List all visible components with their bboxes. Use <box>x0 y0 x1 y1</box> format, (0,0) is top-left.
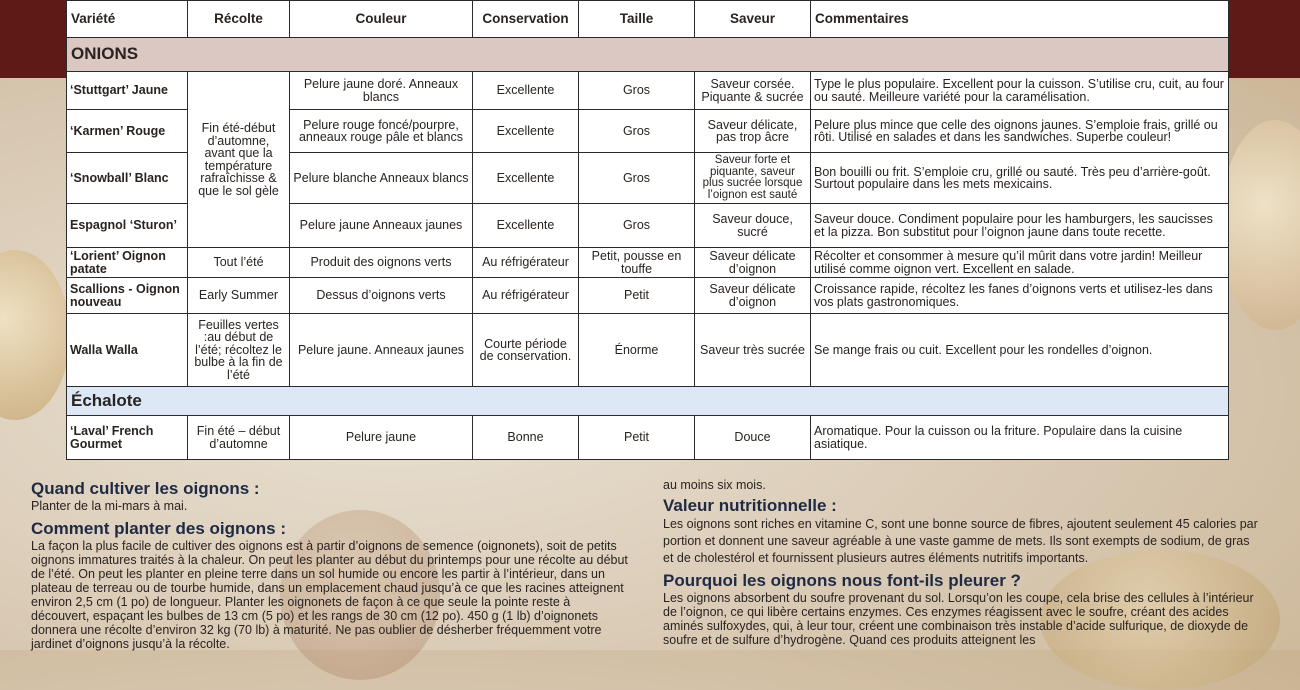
cell-couleur: Produit des oignons verts <box>290 248 473 278</box>
cell-conservation: Excellente <box>473 110 579 153</box>
cell-saveur: Saveur corsée. Piquante & sucrée <box>695 72 811 110</box>
cell-taille: Gros <box>579 204 695 248</box>
table-row <box>67 248 1229 278</box>
cell-saveur: Saveur délicate d’oignon <box>695 248 811 278</box>
cell-commentaires: Croissance rapide, récoltez les fanes d’oignons verts et utilisez-les dans vos plats gastronomiques. <box>811 278 1229 314</box>
cell-recolte: Early Summer <box>188 278 290 314</box>
cell-saveur: Saveur forte et piquante, saveur plus sucrée lorsque l’oignon est sauté <box>695 153 811 204</box>
cell-conservation: Courte période de conservation. <box>473 314 579 387</box>
heading-why-cry: Pourquoi les oignons nous font-ils pleurer ? <box>663 571 1021 590</box>
header-commentaires: Commentaires <box>811 1 1229 38</box>
cell-variete: Espagnol ‘Sturon’ <box>67 204 188 248</box>
cell-saveur: Saveur douce, sucré <box>695 204 811 248</box>
onion-decoration-left <box>0 250 70 420</box>
cell-saveur: Saveur très sucrée <box>695 314 811 387</box>
cell-conservation: Au réfrigérateur <box>473 278 579 314</box>
cell-saveur: Douce <box>695 416 811 460</box>
cell-saveur: Saveur délicate, pas trop âcre <box>695 110 811 153</box>
paragraph-nutrition: Les oignons sont riches en vitamine C, sont une bonne source de fibres, ajoutent seulement 45 calories par portion et donnent une saveur agréable à une vaste gamme de mets. Ils sont exempts de sodium, de gras et de cholestérol et fournissent plusieurs autres éléments nutritifs importants. <box>663 517 1258 565</box>
section-row-onions <box>67 38 1229 72</box>
cell-recolte-shared: Fin été-début d’automne, avant que la température rafraîchisse & que le sol gèle <box>188 72 290 248</box>
table-row <box>67 416 1229 460</box>
section-title-echalote: Échalote <box>67 387 1229 416</box>
table-row <box>67 72 1229 110</box>
cell-commentaires: Type le plus populaire. Excellent pour la cuisson. S’utilise cru, cuit, au four ou sauté. Meilleure variété pour la caramélisation. <box>811 72 1229 110</box>
cell-taille: Énorme <box>579 314 695 387</box>
section-row-echalote <box>67 387 1229 416</box>
cell-commentaires: Se mange frais ou cuit. Excellent pour les rondelles d’oignon. <box>811 314 1229 387</box>
cell-couleur: Pelure jaune. Anneaux jaunes <box>290 314 473 387</box>
cell-taille: Gros <box>579 72 695 110</box>
table-header-row <box>67 1 1229 38</box>
heading-when-to-grow: Quand cultiver les oignons : <box>31 479 260 498</box>
header-variete: Variété <box>67 1 188 38</box>
header-couleur: Couleur <box>290 1 473 38</box>
table-row <box>67 278 1229 314</box>
paragraph-continued: au moins six mois. <box>663 478 766 492</box>
paragraph-why-cry: Les oignons absorbent du soufre provenant du sol. Lorsqu’on les coupe, cela brise des cellules à l’intérieur de l’oignon, ce qui libère certains enzymes. Ces enzymes réagissent avec le soufre, créant des acides aminés sulfoxydes, qui, à leur tour, créent une combinaison très instable d’acide sulfurique, de dioxyde de soufre et de sulfure d’hydrogène. Quand ces produits atteignent les <box>663 591 1254 647</box>
paragraph-how-to-plant: La façon la plus facile de cultiver des oignons est à partir d’oignons de semence (oignonets), soit de petits oignons immatures traités à la chaleur. On peut les planter au début du printemps pour une récolte au début de l’été. On peut les planter en pleine terre dans un sol humide ou encore les partir à l’intérieur, dans un plateau de terreau ou de tourbe humide, dans un emplacement chaud jusqu’à ce que les racines atteignent environ 2,5 cm (1 po) de longueur. Planter les oignonets de façon à ce que seule la pointe reste à découvert, espaçant les bulbes de 13 cm (5 po) et les rangs de 30 cm (12 po). 450 g (1 lb) d’oignonets donnera une récolte d’environ 32 kg (70 lb) à maturité. Ne pas oublier de désherber fréquemment votre jardinet d’oignons jusqu’à la récolte. <box>31 539 628 651</box>
cell-conservation: Excellente <box>473 204 579 248</box>
cell-commentaires: Récolter et consommer à mesure qu’il mûrit dans votre jardin! Meilleur utilisé comme oignon vert. Excellent en salade. <box>811 248 1229 278</box>
header-taille: Taille <box>579 1 695 38</box>
cell-commentaires: Pelure plus mince que celle des oignons jaunes. S’emploie frais, grillé ou rôti. Utilisé en salades et dans les sandwiches. Superbe couleur! <box>811 110 1229 153</box>
cell-variete: ‘Stuttgart’ Jaune <box>67 72 188 110</box>
cell-commentaires: Aromatique. Pour la cuisson ou la friture. Populaire dans la cuisine asiatique. <box>811 416 1229 460</box>
cell-variete: Scallions - Oignon nouveau <box>67 278 188 314</box>
onion-varieties-table <box>66 0 1229 460</box>
onion-varieties-table-wrapper <box>66 0 1228 460</box>
cell-couleur: Pelure jaune Anneaux jaunes <box>290 204 473 248</box>
cell-commentaires: Bon bouilli ou frit. S’emploie cru, grillé ou sauté. Très peu d’arrière-goût. Surtout populaire dans les mets mexicains. <box>811 153 1229 204</box>
cell-taille: Petit, pousse en touffe <box>579 248 695 278</box>
cell-taille: Petit <box>579 278 695 314</box>
heading-how-to-plant: Comment planter des oignons : <box>31 519 287 538</box>
cell-couleur: Pelure jaune doré. Anneaux blancs <box>290 72 473 110</box>
cell-recolte: Fin été – début d’automne <box>188 416 290 460</box>
cell-variete: ‘Karmen’ Rouge <box>67 110 188 153</box>
cell-variete: ‘Laval’ French Gourmet <box>67 416 188 460</box>
cell-recolte: Feuilles vertes :au début de l’été; récoltez le bulbe à la fin de l’été <box>188 314 290 387</box>
cell-conservation: Excellente <box>473 72 579 110</box>
cell-couleur: Pelure blanche Anneaux blancs <box>290 153 473 204</box>
cell-conservation: Excellente <box>473 153 579 204</box>
header-conservation: Conservation <box>473 1 579 38</box>
cell-couleur: Pelure rouge foncé/pourpre, anneaux rouge pâle et blancs <box>290 110 473 153</box>
cell-variete: ‘Lorient’ Oignon patate <box>67 248 188 278</box>
cell-variete: Walla Walla <box>67 314 188 387</box>
heading-nutrition: Valeur nutritionnelle : <box>663 496 837 515</box>
right-text-column <box>663 478 1263 647</box>
onion-decoration-right <box>1220 120 1300 330</box>
cell-variete: ‘Snowball’ Blanc <box>67 153 188 204</box>
cell-recolte: Tout l’été <box>188 248 290 278</box>
paragraph-when-to-grow: Planter de la mi-mars à mai. <box>31 499 188 513</box>
cell-conservation: Au réfrigérateur <box>473 248 579 278</box>
header-saveur: Saveur <box>695 1 811 38</box>
left-text-column <box>31 479 631 651</box>
table-row <box>67 314 1229 387</box>
cell-couleur: Dessus d’oignons verts <box>290 278 473 314</box>
cell-couleur: Pelure jaune <box>290 416 473 460</box>
cell-conservation: Bonne <box>473 416 579 460</box>
cell-commentaires: Saveur douce. Condiment populaire pour les hamburgers, les saucisses et la pizza. Bon substitut pour l’oignon jaune dans toute recette. <box>811 204 1229 248</box>
header-recolte: Récolte <box>188 1 290 38</box>
cell-taille: Petit <box>579 416 695 460</box>
cell-saveur: Saveur délicate d’oignon <box>695 278 811 314</box>
cell-taille: Gros <box>579 153 695 204</box>
section-title-onions: ONIONS <box>67 38 1229 72</box>
cell-taille: Gros <box>579 110 695 153</box>
